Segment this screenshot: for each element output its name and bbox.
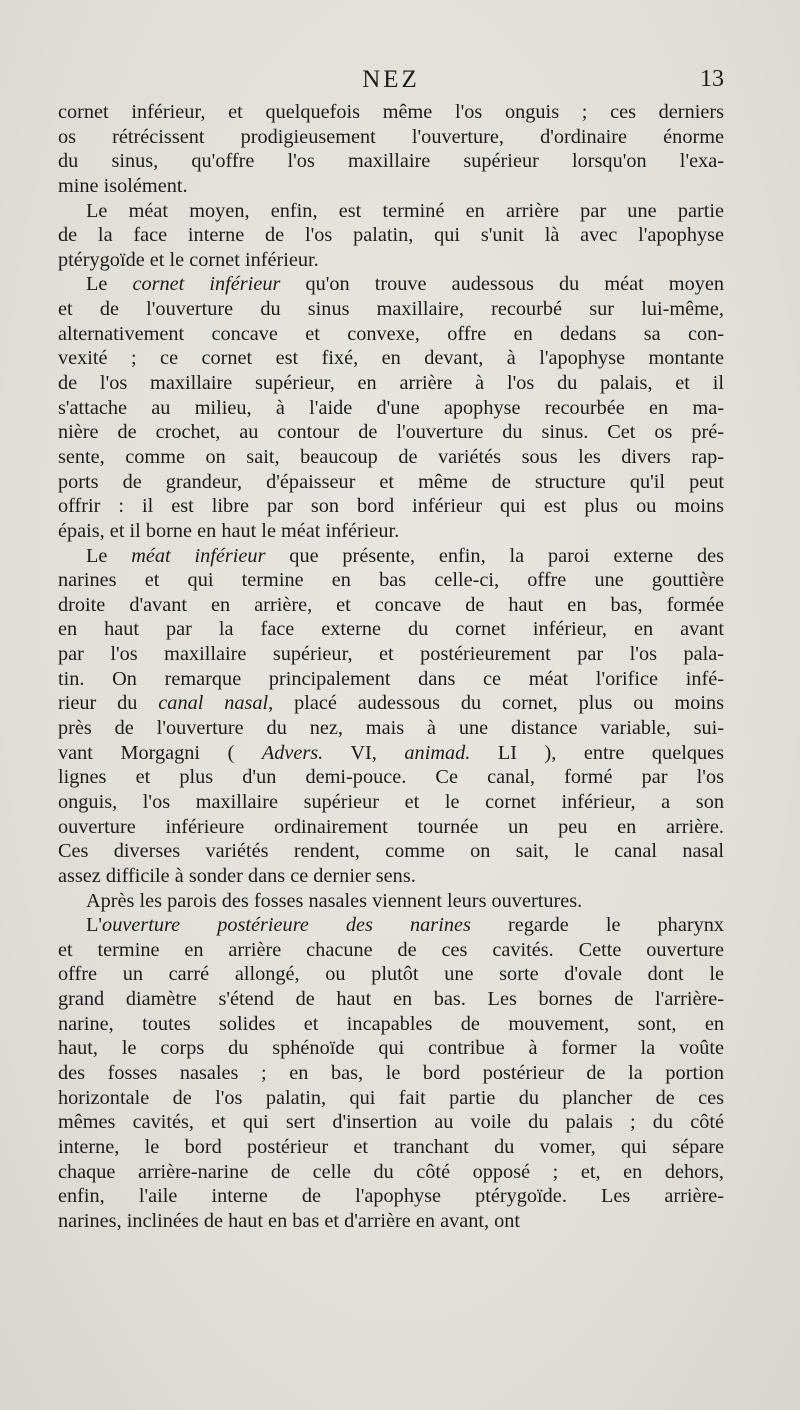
text-run: regarde le pharynx bbox=[470, 914, 724, 937]
text-run: lignes et plus d'un demi-pouce. Ce canal, formé par l'os bbox=[58, 766, 724, 789]
text-line bbox=[58, 913, 724, 938]
text-run: tin. On remarque principalement dans ce méat l'orifice infé- bbox=[58, 667, 724, 690]
text-line bbox=[58, 322, 724, 347]
text-run: enfin, l'aile interne de l'apophyse ptérygoïde. Les arrière- bbox=[58, 1185, 724, 1208]
text-run: assez difficile à sonder dans ce dernier sens. bbox=[58, 864, 416, 887]
text-run: ouverture inférieure ordinairement tournée un peu en arrière. bbox=[58, 815, 724, 838]
text-line bbox=[58, 470, 724, 495]
text-run: narines et qui termine en bas celle-ci, offre une gouttière bbox=[58, 569, 724, 592]
text-line bbox=[58, 938, 724, 963]
text-line bbox=[58, 223, 724, 248]
text-run: haut, le corps du sphénoïde qui contribue à former la voûte bbox=[58, 1037, 724, 1060]
text-line bbox=[58, 667, 724, 692]
text-run: os rétrécissent prodigieusement l'ouverture, d'ordinaire énorme bbox=[58, 125, 724, 148]
text-line bbox=[58, 272, 724, 297]
text-line bbox=[58, 396, 724, 421]
text-run: narine, toutes solides et incapables de mouvement, sont, en bbox=[58, 1012, 724, 1035]
text-line bbox=[58, 544, 724, 569]
text-line bbox=[58, 371, 724, 396]
text-run: ports de grandeur, d'épaisseur et même de structure qu'il peut bbox=[58, 470, 724, 493]
text-run: et de l'ouverture du sinus maxillaire, recourbé sur lui-même, bbox=[58, 298, 724, 321]
page-number: 13 bbox=[700, 66, 724, 92]
text-run: par l'os maxillaire supérieur, et postérieurement par l'os pala- bbox=[58, 643, 724, 666]
text-run: qu'on trouve audessous du méat moyen bbox=[280, 273, 725, 296]
body-text bbox=[58, 100, 724, 1233]
text-line bbox=[58, 741, 724, 766]
text-run: cornet inférieur, et quelquefois même l'os onguis ; ces derniers bbox=[58, 101, 724, 123]
text-run: Le bbox=[86, 273, 133, 296]
paragraph bbox=[58, 272, 724, 543]
text-run: rieur du bbox=[58, 692, 159, 715]
text-line bbox=[58, 839, 724, 864]
text-run: et termine en arrière chacune de ces cavités. Cette ouverture bbox=[58, 938, 724, 961]
paragraph bbox=[58, 100, 724, 199]
text-line bbox=[58, 1209, 724, 1234]
text-run: vexité ; ce cornet est fixé, en devant, à l'apophyse montante bbox=[58, 347, 724, 370]
text-line bbox=[58, 568, 724, 593]
text-run: narines, inclinées de haut en bas et d'arrière en avant, ont bbox=[58, 1209, 521, 1232]
text-run: grand diamètre s'étend de haut en bas. Les bornes de l'arrière- bbox=[58, 988, 724, 1011]
text-line bbox=[58, 864, 724, 889]
text-line bbox=[58, 1086, 724, 1111]
text-line bbox=[58, 1012, 724, 1037]
paragraph bbox=[58, 199, 724, 273]
text-run: que présente, enfin, la paroi externe des bbox=[265, 544, 724, 567]
text-line bbox=[58, 100, 724, 125]
text-run: Après les parois des fosses nasales viennent leurs ouvertures. bbox=[86, 889, 583, 912]
text-line bbox=[58, 1061, 724, 1086]
text-run: de la face interne de l'os palatin, qui s'unit là avec l'apophyse bbox=[58, 224, 724, 247]
text-run: onguis, l'os maxillaire supérieur et le cornet inférieur, a son bbox=[58, 790, 724, 813]
text-run: Le méat moyen, enfin, est terminé en arrière par une partie bbox=[86, 199, 724, 222]
text-run: près de l'ouverture du nez, mais à une distance variable, sui- bbox=[58, 717, 724, 740]
text-run: interne, le bord postérieur et tranchant du vomer, qui sépare bbox=[58, 1135, 724, 1158]
text-run: Ces diverses variétés rendent, comme on sait, le canal nasal bbox=[58, 840, 724, 863]
text-line bbox=[58, 962, 724, 987]
text-run: épais, et il borne en haut le méat inférieur. bbox=[58, 519, 400, 542]
text-run: du sinus, qu'offre l'os maxillaire supérieur lorsqu'on l'exa- bbox=[58, 150, 724, 173]
text-run: horizontale de l'os palatin, qui fait partie du plancher de ces bbox=[58, 1086, 724, 1109]
text-run: Le bbox=[86, 544, 132, 567]
text-run: offre un carré allongé, ou plutôt une sorte d'ovale dont le bbox=[58, 963, 724, 986]
text-run: en haut par la face externe du cornet inférieur, en avant bbox=[58, 618, 724, 641]
paragraph bbox=[58, 889, 724, 914]
italic-text: canal nasal bbox=[158, 692, 269, 715]
text-line bbox=[58, 593, 724, 618]
text-line bbox=[58, 494, 724, 519]
italic-text: animad. bbox=[404, 741, 471, 764]
text-run: des fosses nasales ; en bas, le bord postérieur de la portion bbox=[58, 1061, 724, 1084]
text-line bbox=[58, 765, 724, 790]
text-line bbox=[58, 889, 724, 914]
text-line bbox=[58, 716, 724, 741]
text-run: vant Morgagni ( bbox=[58, 741, 262, 764]
text-line bbox=[58, 445, 724, 470]
text-line bbox=[58, 125, 724, 150]
italic-text: cornet inférieur bbox=[132, 273, 281, 296]
text-line bbox=[58, 815, 724, 840]
text-run: offrir : il est libre par son bord inférieur qui est plus ou moins bbox=[58, 495, 724, 518]
text-line bbox=[58, 174, 724, 199]
text-line bbox=[58, 1184, 724, 1209]
text-line bbox=[58, 790, 724, 815]
text-run: L' bbox=[86, 914, 103, 937]
text-run: alternativement concave et convexe, offre en dedans sa con- bbox=[58, 322, 724, 345]
text-line bbox=[58, 346, 724, 371]
text-line bbox=[58, 519, 724, 544]
text-run: s'attache au milieu, à l'aide d'une apophyse recourbée en ma- bbox=[58, 396, 724, 419]
text-run: de l'os maxillaire supérieur, en arrière à l'os du palais, et il bbox=[58, 372, 724, 395]
text-line bbox=[58, 1160, 724, 1185]
running-head: NEZ bbox=[362, 66, 420, 93]
text-line bbox=[58, 617, 724, 642]
text-line bbox=[58, 297, 724, 322]
text-line bbox=[58, 1036, 724, 1061]
text-run: mêmes cavités, et qui sert d'insertion au voile du palais ; du côté bbox=[58, 1111, 724, 1134]
italic-text: méat inférieur bbox=[131, 544, 266, 567]
text-line bbox=[58, 642, 724, 667]
text-line bbox=[58, 1110, 724, 1135]
text-line bbox=[58, 1135, 724, 1160]
text-run: , placé audessous du cornet, plus ou moins bbox=[268, 692, 724, 715]
text-line bbox=[58, 987, 724, 1012]
text-line bbox=[58, 248, 724, 273]
text-run: ptérygoïde et le cornet inférieur. bbox=[58, 248, 319, 271]
page-header bbox=[58, 66, 724, 102]
text-run: mine isolément. bbox=[58, 174, 188, 197]
paragraph bbox=[58, 544, 724, 889]
paragraph bbox=[58, 913, 724, 1233]
italic-text: ouverture postérieure des narines bbox=[102, 914, 471, 937]
text-run: sente, comme on sait, beaucoup de variétés sous les divers rap- bbox=[58, 445, 724, 468]
text-run: chaque arrière-narine de celle du côté opposé ; et, en dehors, bbox=[58, 1160, 724, 1183]
text-run: droite d'avant en arrière, et concave de haut en bas, formée bbox=[58, 593, 724, 616]
text-line bbox=[58, 420, 724, 445]
italic-text: Advers. bbox=[261, 741, 324, 764]
text-run: VI, bbox=[323, 741, 405, 764]
text-line bbox=[58, 691, 724, 716]
text-run: LI ), entre quelques bbox=[470, 741, 725, 764]
text-line bbox=[58, 199, 724, 224]
text-line bbox=[58, 149, 724, 174]
text-run: nière de crochet, au contour de l'ouverture du sinus. Cet os pré- bbox=[58, 421, 724, 444]
